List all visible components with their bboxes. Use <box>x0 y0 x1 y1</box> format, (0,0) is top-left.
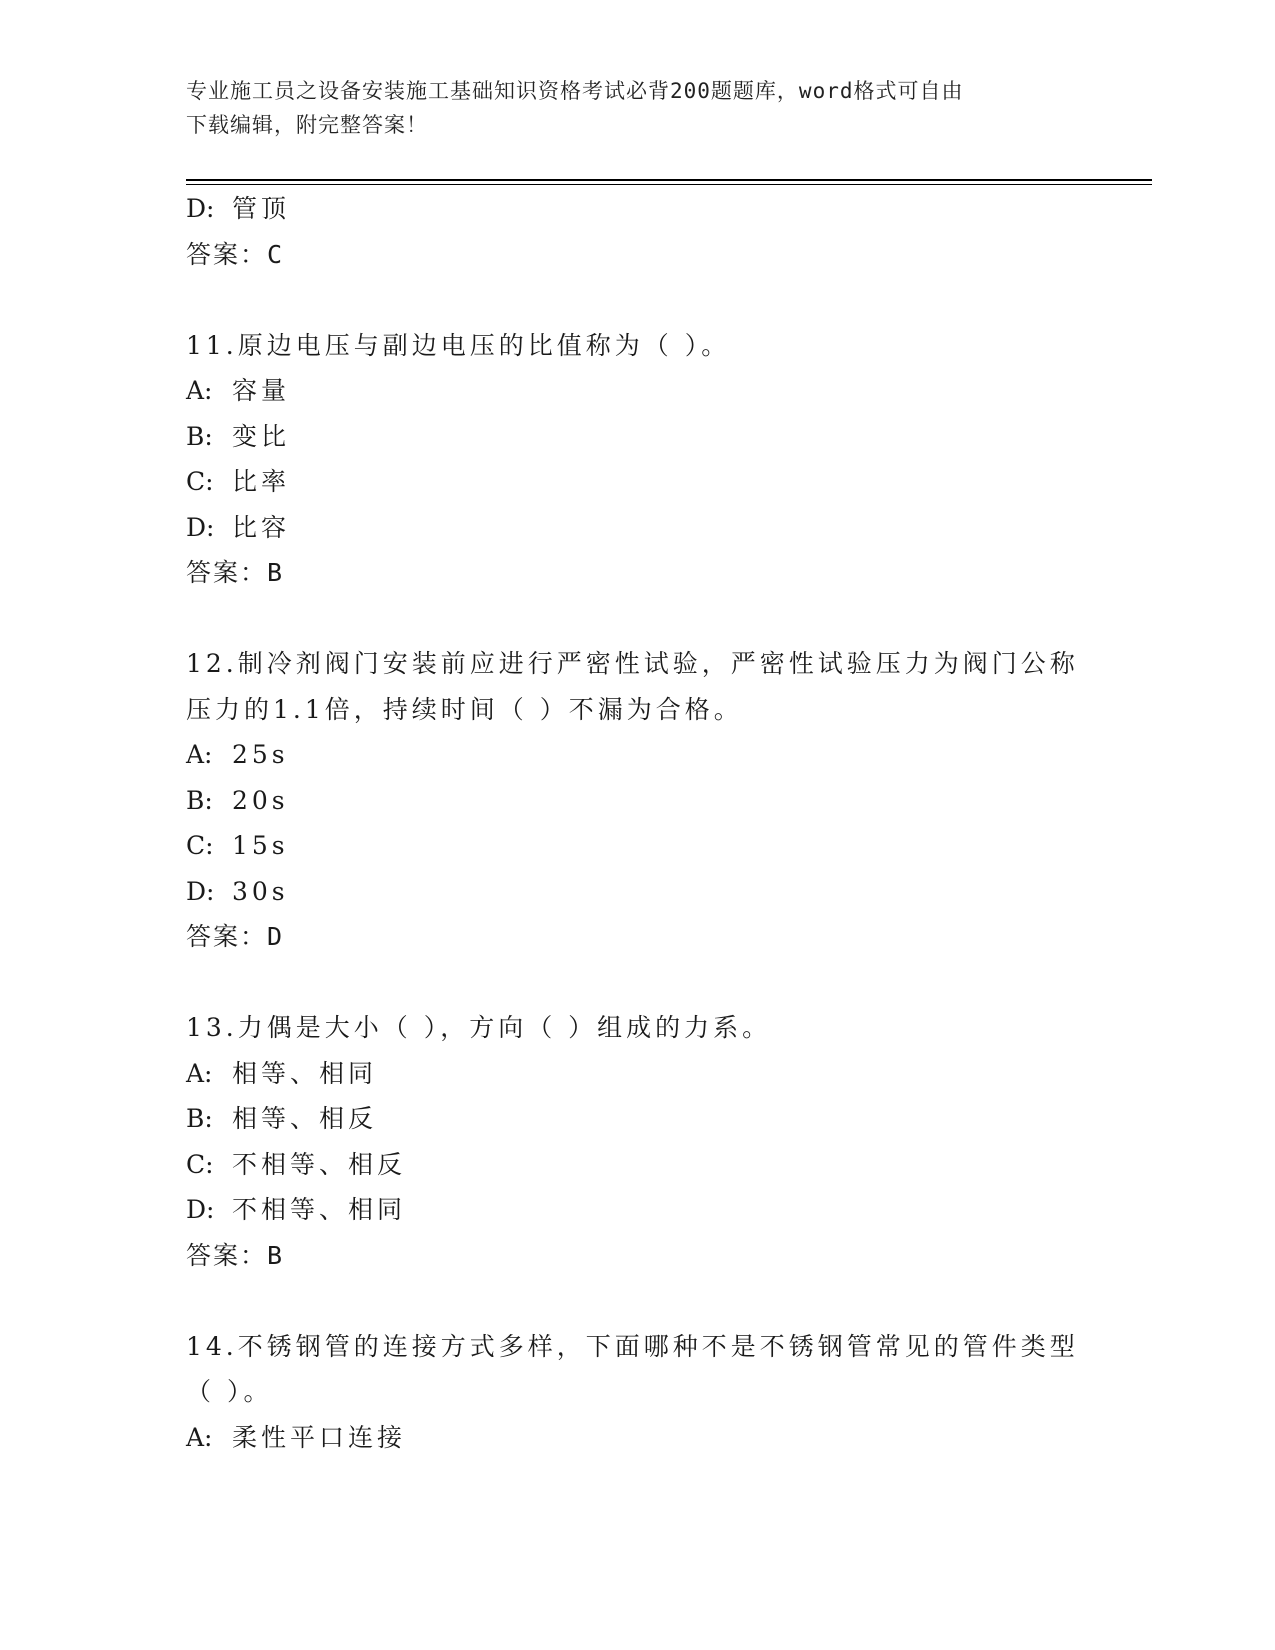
option-key: A: <box>186 740 213 769</box>
question-stem-continued: 压力的1.1倍，持续时间（ ）不漏为合格。 <box>186 694 743 724</box>
question-stem: 11.原边电压与副边电压的比值称为（ ）。 <box>186 330 731 360</box>
option-key: B: <box>186 1104 213 1133</box>
answer-line: 答案：B <box>186 558 285 587</box>
option-b <box>186 1096 1086 1142</box>
option-text: 容量 <box>232 376 291 405</box>
option-text: 30s <box>232 876 289 906</box>
spacer <box>186 596 1086 642</box>
spacer <box>186 277 1086 323</box>
option-key: C: <box>186 1149 214 1179</box>
option-key: D: <box>186 1195 215 1224</box>
option-d <box>186 505 1086 551</box>
option-d <box>186 1187 1086 1233</box>
question-stem-continued: （ ）。 <box>186 1377 273 1406</box>
option-text: 比率 <box>232 467 291 496</box>
header-line-1: 专业施工员之设备安装施工基础知识资格考试必背200题题库，word格式可自由 <box>186 79 964 103</box>
option-key: C: <box>186 831 214 860</box>
header-divider-thin <box>186 184 1152 185</box>
page-header <box>186 74 1066 142</box>
answer-line: 答案：C <box>186 239 285 269</box>
option-key: A: <box>186 376 213 405</box>
option-a <box>186 732 1086 778</box>
option-key: A: <box>186 1058 213 1088</box>
option-b <box>186 414 1086 460</box>
option-key: A: <box>186 1422 213 1452</box>
option-text: 25s <box>232 740 289 769</box>
option-text: 相等、相同 <box>232 1058 378 1088</box>
option-c <box>186 459 1086 505</box>
option-text: 不相等、相同 <box>232 1195 407 1224</box>
option-key: C: <box>186 467 214 496</box>
question-stem: 13.力偶是大小（ ），方向（ ）组成的力系。 <box>186 1013 772 1042</box>
question-stem: 14.不锈钢管的连接方式多样，下面哪种不是不锈钢管常见的管件类型 <box>186 1331 1079 1361</box>
spacer <box>186 960 1086 1006</box>
option-text: 柔性平口连接 <box>232 1422 407 1452</box>
option-a <box>186 368 1086 414</box>
option-text: 不相等、相反 <box>232 1149 407 1179</box>
option-text: 相等、相反 <box>232 1104 378 1133</box>
question-stem: 12.制冷剂阀门安装前应进行严密性试验，严密性试验压力为阀门公称 <box>186 649 1079 678</box>
answer-line: 答案：B <box>186 1240 285 1270</box>
header-line-2: 下载编辑，附完整答案！ <box>186 113 428 137</box>
option-c <box>186 823 1086 869</box>
option-text: 20s <box>232 785 289 815</box>
option-c <box>186 1142 1086 1188</box>
option-text: 15s <box>232 831 289 860</box>
option-a <box>186 1051 1086 1097</box>
option-key: D: <box>186 512 215 542</box>
option-d <box>186 869 1086 915</box>
question-list <box>186 186 1086 1460</box>
option-a <box>186 1415 1086 1461</box>
answer-line: 答案：D <box>186 922 285 951</box>
option-text: 比容 <box>232 512 291 542</box>
option-d <box>186 186 1086 232</box>
option-key: D: <box>186 876 215 906</box>
question-11 <box>186 323 1086 596</box>
option-key: B: <box>186 421 213 451</box>
spacer <box>186 1278 1086 1324</box>
option-b <box>186 778 1086 824</box>
header-divider-thick <box>186 179 1152 181</box>
option-key: D: <box>186 194 215 223</box>
option-key: B: <box>186 785 213 815</box>
option-text: 变比 <box>232 421 291 451</box>
option-text: 管顶 <box>232 194 291 223</box>
question-14 <box>186 1324 1086 1461</box>
question-12 <box>186 641 1086 960</box>
question-13 <box>186 1005 1086 1278</box>
